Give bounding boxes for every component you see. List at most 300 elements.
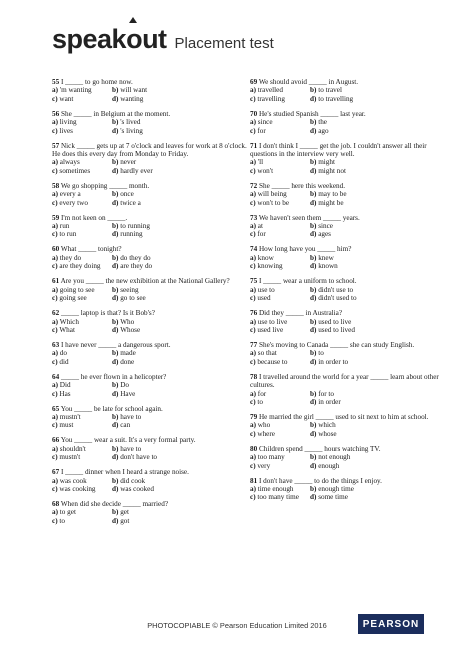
answer-options: [52, 118, 252, 135]
question-text: [52, 214, 252, 222]
option-letter: b): [310, 484, 319, 493]
option-letter: c): [52, 230, 60, 239]
answer-option-b: [112, 222, 252, 230]
option-text: was cook: [59, 476, 87, 485]
option-text: for: [257, 230, 266, 239]
question-text: [52, 245, 252, 253]
option-text: enough: [318, 461, 340, 470]
question-text: [250, 341, 450, 349]
option-letter: c): [250, 325, 258, 334]
question-number: 69: [250, 78, 258, 86]
option-text: made: [120, 349, 136, 358]
option-letter: d): [112, 126, 121, 135]
answer-option-a: [52, 118, 112, 126]
answer-options: [250, 453, 450, 470]
answer-option-c: [52, 127, 112, 135]
answer-option-b: [310, 158, 450, 166]
question-prompt: I don't think I _____ get the job. I couldn't answer all their questions in the interview very well.: [250, 141, 427, 159]
option-text: to get: [59, 508, 76, 517]
option-letter: a): [52, 253, 60, 262]
option-letter: c): [250, 198, 258, 207]
question-prompt: You _____ be late for school again.: [60, 404, 163, 413]
answer-options: [52, 158, 252, 175]
option-letter: c): [250, 94, 258, 103]
option-letter: c): [52, 294, 60, 303]
option-text: 'm wanting: [59, 86, 92, 95]
answer-option-a: [250, 421, 310, 429]
answer-option-d: [310, 398, 450, 406]
answer-option-c: [250, 493, 310, 501]
answer-option-c: [52, 326, 112, 334]
answer-option-d: [112, 294, 252, 302]
question-text: [52, 405, 252, 413]
option-text: twice a: [120, 198, 141, 207]
answer-option-a: [52, 286, 112, 294]
answer-option-d: [310, 493, 450, 501]
answer-option-d: [112, 262, 252, 270]
option-text: known: [318, 262, 338, 271]
answer-option-a: [52, 158, 112, 166]
option-text: won't to be: [257, 198, 290, 207]
option-letter: b): [310, 222, 319, 231]
option-text: have to: [120, 412, 142, 421]
option-text: knowing: [257, 262, 283, 271]
question-number: 58: [52, 181, 60, 190]
question-number: 78: [250, 372, 258, 381]
option-text: every two: [59, 198, 88, 207]
option-letter: d): [112, 484, 121, 493]
question-text: [52, 142, 252, 159]
question-text: [250, 182, 450, 190]
answer-options: [250, 158, 450, 175]
question-prompt: She's moving to Canada _____ she can study English.: [258, 340, 415, 349]
option-letter: b): [112, 222, 121, 231]
question-prompt: You _____ wear a suit. It's a very formal party.: [60, 436, 196, 445]
question-63: [52, 341, 252, 366]
answer-options: [250, 222, 450, 239]
option-text: to run: [59, 230, 77, 239]
pearson-logo: PEARSON: [358, 614, 424, 634]
option-letter: b): [112, 158, 121, 167]
answer-options: [52, 477, 252, 494]
answer-option-a: [52, 508, 112, 516]
question-text: [52, 182, 252, 190]
option-text: travelling: [257, 94, 285, 103]
answer-options: [250, 254, 450, 271]
answer-option-a: [250, 118, 310, 126]
question-66: [52, 436, 252, 461]
question-number: 80: [250, 444, 258, 453]
option-letter: d): [310, 429, 319, 438]
question-number: 65: [52, 404, 60, 413]
answer-option-b: [112, 381, 252, 389]
answer-option-d: [310, 326, 450, 334]
answer-option-c: [250, 326, 310, 334]
answer-option-c: [250, 430, 310, 438]
option-text: run: [59, 222, 70, 231]
answer-option-d: [310, 262, 450, 270]
question-text: [250, 214, 450, 222]
option-text: living: [59, 118, 77, 127]
option-text: mustn't: [59, 453, 81, 462]
option-text: used to lived: [318, 325, 355, 334]
option-letter: a): [250, 158, 258, 167]
answer-option-a: [250, 349, 310, 357]
option-letter: a): [52, 476, 60, 485]
answer-option-c: [52, 517, 112, 525]
answer-option-d: [310, 167, 450, 175]
option-letter: d): [112, 198, 121, 207]
option-letter: a): [52, 222, 60, 231]
question-71: [250, 142, 450, 176]
option-text: want: [59, 94, 74, 103]
answer-option-d: [310, 95, 450, 103]
option-text: What: [59, 325, 75, 334]
question-prompt: I _____ to go home now.: [60, 78, 133, 86]
answer-option-b: [310, 349, 450, 357]
option-letter: c): [250, 397, 258, 406]
answer-option-c: [250, 398, 310, 406]
option-letter: d): [310, 493, 319, 502]
option-letter: d): [310, 126, 319, 135]
option-text: Whose: [120, 325, 141, 334]
question-text: [250, 245, 450, 253]
question-55: [52, 78, 252, 103]
option-letter: d): [112, 94, 121, 103]
option-text: whose: [318, 429, 337, 438]
answer-option-a: [52, 86, 112, 94]
question-65: [52, 405, 252, 430]
answer-option-d: [112, 517, 252, 525]
option-text: did cook: [120, 476, 146, 485]
option-text: don't have to: [120, 453, 158, 462]
question-prompt: Children spend _____ hours watching TV.: [258, 444, 381, 453]
option-letter: c): [52, 94, 60, 103]
answer-option-c: [52, 390, 112, 398]
page-subtitle: Placement test: [174, 35, 274, 52]
option-text: do they do: [120, 253, 151, 262]
option-letter: a): [52, 158, 60, 167]
answer-option-a: [52, 254, 112, 262]
option-letter: d): [310, 262, 319, 271]
option-text: to running: [120, 222, 150, 231]
answer-option-a: [250, 286, 310, 294]
answer-option-a: [52, 413, 112, 421]
question-text: [52, 110, 252, 118]
answer-option-c: [250, 167, 310, 175]
option-letter: b): [112, 381, 121, 390]
option-letter: a): [52, 285, 60, 294]
option-text: was cooked: [120, 484, 154, 493]
option-letter: a): [250, 86, 258, 95]
option-letter: c): [250, 294, 258, 303]
option-letter: d): [112, 325, 121, 334]
answer-option-d: [310, 199, 450, 207]
question-number: 55: [52, 78, 60, 86]
question-text: [52, 277, 252, 285]
option-letter: b): [310, 317, 319, 326]
question-text: [52, 500, 252, 508]
option-text: have to: [120, 444, 142, 453]
question-text: [250, 110, 450, 118]
answer-option-d: [112, 485, 252, 493]
option-letter: c): [52, 484, 60, 493]
option-text: go to see: [120, 294, 146, 303]
option-letter: b): [112, 412, 121, 421]
answer-options: [52, 286, 252, 303]
question-68: [52, 500, 252, 525]
question-69: [250, 78, 450, 103]
option-text: might be: [318, 198, 344, 207]
answer-options: [250, 318, 450, 335]
option-text: Do: [120, 381, 129, 390]
option-text: time enough: [257, 484, 294, 493]
option-text: for: [257, 126, 266, 135]
answer-options: [52, 445, 252, 462]
option-text: for to: [318, 389, 334, 398]
option-text: in order: [318, 397, 341, 406]
option-letter: a): [250, 253, 258, 262]
option-text: use to: [257, 285, 275, 294]
option-text: enough time: [318, 484, 354, 493]
option-text: once: [120, 190, 134, 199]
option-text: are they do: [120, 262, 153, 271]
option-letter: b): [310, 158, 319, 167]
option-text: to: [257, 397, 263, 406]
answer-options: [52, 190, 252, 207]
question-text: [250, 445, 450, 453]
answer-option-a: [250, 485, 310, 493]
option-text: sometimes: [59, 166, 91, 175]
option-letter: d): [112, 294, 121, 303]
speakout-logo: [52, 24, 167, 55]
option-letter: c): [250, 429, 258, 438]
answer-option-c: [52, 485, 112, 493]
question-73: [250, 214, 450, 239]
question-76: [250, 309, 450, 334]
answer-option-c: [250, 358, 310, 366]
answer-option-b: [310, 254, 450, 262]
option-letter: c): [52, 389, 60, 398]
answer-option-d: [310, 127, 450, 135]
option-text: will want: [120, 86, 148, 95]
question-77: [250, 341, 450, 366]
option-text: 's lived: [120, 118, 141, 127]
option-text: will being: [257, 190, 287, 199]
option-text: might not: [318, 166, 346, 175]
question-number: 74: [250, 245, 258, 254]
question-prompt: Are you _____ the new exhibition at the National Gallery?: [60, 277, 230, 286]
option-letter: b): [310, 285, 319, 294]
option-text: in order to: [318, 357, 349, 366]
answer-option-c: [52, 230, 112, 238]
option-text: running: [120, 230, 143, 239]
answer-options: [52, 349, 252, 366]
option-letter: b): [112, 349, 121, 358]
option-letter: a): [52, 349, 60, 358]
option-text: ago: [318, 126, 329, 135]
option-text: knew: [318, 253, 334, 262]
answer-option-c: [250, 462, 310, 470]
answer-option-b: [112, 190, 252, 198]
option-letter: d): [112, 357, 121, 366]
option-letter: a): [250, 118, 258, 127]
answer-options: [250, 390, 450, 407]
answer-option-b: [310, 222, 450, 230]
option-letter: c): [52, 126, 60, 135]
option-letter: c): [52, 357, 60, 366]
option-text: must: [59, 421, 74, 430]
answer-option-d: [112, 95, 252, 103]
answer-option-a: [52, 381, 112, 389]
option-letter: a): [52, 317, 60, 326]
answer-option-c: [250, 199, 310, 207]
logo-arrow-icon: [129, 17, 137, 23]
option-letter: d): [112, 421, 121, 430]
question-number: 76: [250, 309, 258, 318]
right-column: [250, 78, 450, 508]
question-text: [250, 413, 450, 421]
option-letter: d): [310, 230, 319, 239]
option-letter: b): [112, 317, 121, 326]
answer-option-d: [112, 326, 252, 334]
question-prompt: I'm not keen on _____.: [60, 213, 128, 222]
option-letter: c): [52, 166, 60, 175]
footer-copyright: PHOTOCOPIABLE © Pearson Education Limited 2016: [147, 621, 327, 630]
question-79: [250, 413, 450, 438]
answer-options: [52, 254, 252, 271]
question-prompt: We should avoid _____ in August.: [258, 78, 359, 86]
page-header: [52, 24, 274, 58]
question-72: [250, 182, 450, 207]
answer-option-b: [310, 453, 450, 461]
question-prompt: I don't have _____ to do the things I enjoy.: [258, 476, 382, 485]
answer-options: [250, 349, 450, 366]
answer-option-a: [52, 445, 112, 453]
question-number: 63: [52, 340, 60, 349]
option-letter: d): [310, 325, 319, 334]
answer-option-a: [250, 318, 310, 326]
option-letter: a): [52, 381, 60, 390]
option-letter: a): [52, 508, 60, 517]
question-prompt: I have never _____ a dangerous sport.: [60, 340, 171, 349]
option-letter: b): [112, 476, 121, 485]
option-text: 's living: [120, 126, 143, 135]
question-prompt: We go shopping _____ month.: [60, 181, 150, 190]
question-text: [52, 309, 252, 317]
option-text: got: [120, 516, 130, 525]
option-letter: a): [52, 412, 60, 421]
option-letter: c): [52, 262, 60, 271]
option-text: Who: [120, 317, 135, 326]
option-letter: a): [250, 190, 258, 199]
option-letter: c): [52, 453, 60, 462]
answer-option-b: [112, 477, 252, 485]
question-text: [250, 277, 450, 285]
option-text: to: [59, 516, 65, 525]
answer-option-d: [310, 230, 450, 238]
option-text: can: [120, 421, 131, 430]
question-prompt: I travelled around the world for a year _____ learn about other cultures.: [250, 372, 439, 390]
question-prompt: What _____ tonight?: [60, 245, 122, 254]
option-letter: c): [52, 516, 60, 525]
option-letter: c): [52, 198, 60, 207]
option-letter: c): [250, 493, 258, 502]
option-text: used to live: [318, 317, 352, 326]
question-number: 68: [52, 499, 60, 508]
question-74: [250, 245, 450, 270]
option-text: always: [59, 158, 80, 167]
option-letter: c): [52, 325, 60, 334]
option-letter: b): [310, 118, 319, 127]
answer-option-b: [112, 118, 252, 126]
question-58: [52, 182, 252, 207]
option-text: very: [257, 461, 271, 470]
option-text: where: [257, 429, 275, 438]
answer-option-c: [52, 358, 112, 366]
option-text: some time: [318, 493, 348, 502]
question-60: [52, 245, 252, 270]
option-text: ages: [318, 230, 331, 239]
option-text: lives: [59, 126, 73, 135]
option-letter: c): [250, 461, 258, 470]
option-letter: a): [250, 484, 258, 493]
answer-option-d: [310, 294, 450, 302]
answer-options: [250, 118, 450, 135]
option-letter: b): [112, 508, 121, 517]
question-70: [250, 110, 450, 135]
answer-options: [52, 413, 252, 430]
option-letter: b): [112, 86, 121, 95]
answer-option-c: [52, 167, 112, 175]
question-62: [52, 309, 252, 334]
option-letter: a): [52, 86, 60, 95]
question-text: [250, 142, 450, 159]
question-number: 56: [52, 109, 60, 118]
answer-options: [250, 421, 450, 438]
option-text: they do: [59, 253, 82, 262]
option-text: used: [257, 294, 271, 303]
question-78: [250, 373, 450, 407]
option-letter: d): [310, 294, 319, 303]
option-letter: a): [52, 444, 60, 453]
question-number: 66: [52, 436, 60, 445]
option-text: might: [318, 158, 335, 167]
option-text: to: [318, 349, 324, 358]
answer-option-c: [250, 95, 310, 103]
question-number: 62: [52, 309, 60, 318]
option-letter: d): [112, 262, 121, 271]
logo-o-letter: o: [126, 24, 143, 54]
option-text: to travelling: [318, 94, 354, 103]
option-letter: c): [52, 421, 60, 430]
answer-option-b: [112, 349, 252, 357]
answer-option-d: [112, 230, 252, 238]
option-text: going to see: [59, 285, 95, 294]
answer-option-a: [250, 86, 310, 94]
answer-options: [52, 222, 252, 239]
option-letter: d): [112, 516, 121, 525]
answer-option-b: [310, 190, 450, 198]
option-text: because to: [257, 357, 288, 366]
question-prompt: We haven't seen them _____ years.: [258, 213, 360, 222]
answer-option-b: [310, 86, 450, 94]
option-text: used live: [257, 325, 284, 334]
question-prompt: I _____ dinner when I heard a strange noise.: [60, 468, 189, 477]
answer-option-c: [250, 230, 310, 238]
answer-options: [52, 86, 252, 103]
option-letter: a): [52, 118, 60, 127]
